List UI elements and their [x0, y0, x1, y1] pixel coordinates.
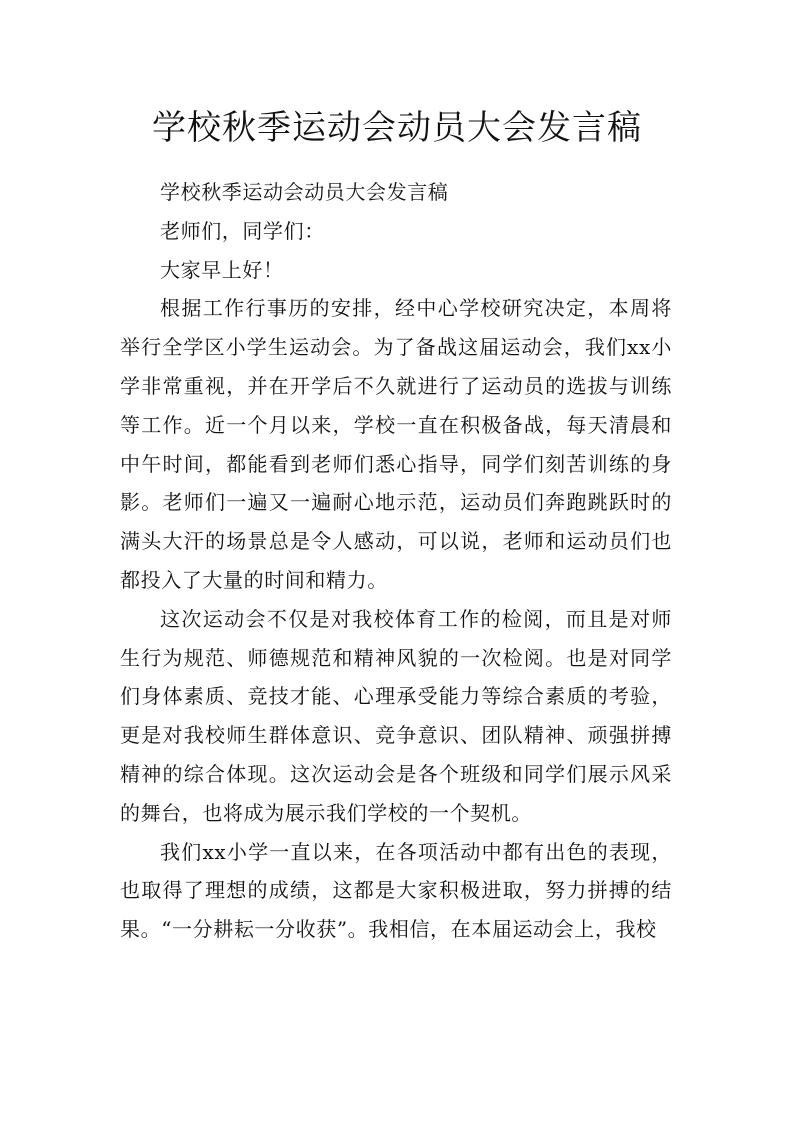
document-body	[120, 173, 672, 949]
paragraph-subtitle: 学校秋季运动会动员大会发言稿	[160, 180, 449, 204]
paragraph-significance: 这次运动会不仅是对我校体育工作的检阅，而且是对师生行为规范、师德规范和精神风貌的一次检阅。也是对同学们身体素质、竞技才能、心理承受能力等综合素质的考验，更是对我校师生群体意识、竞争意识、团队精神、顽强拼搏精神的综合体现。这次运动会是各个班级和同学们展示风采的舞台，也将成为展示我们学校的一个契机。	[120, 606, 672, 825]
document-title: 学校秋季运动会动员大会发言稿	[152, 108, 642, 148]
paragraph-salutation: 老师们，同学们：	[160, 218, 325, 243]
paragraph-greeting: 大家早上好！	[160, 257, 284, 282]
paragraph-preparation: 根据工作行事历的安排，经中心学校研究决定，本周将举行全学区小学生运动会。为了备战这届运动会，我们xx小学非常重视，并在开学后不久就进行了运动员的选拔与训练等工作。近一个月以来，学校一直在积极备战，每天清晨和中午时间，都能看到老师们悉心指导，同学们刻苦训练的身影。老师们一遍又一遍耐心地示范，运动员们奔跑跳跃时的满头大汗的场景总是令人感动，可以说，老师和运动员们也都投入了大量的时间和精力。	[120, 296, 672, 592]
paragraph-achievements: 我们xx小学一直以来，在各项活动中都有出色的表现，也取得了理想的成绩，这都是大家积极进取，努力拼搏的结果。“一分耕耘一分收获”。我相信，在本届运动会上，我校	[120, 839, 672, 942]
